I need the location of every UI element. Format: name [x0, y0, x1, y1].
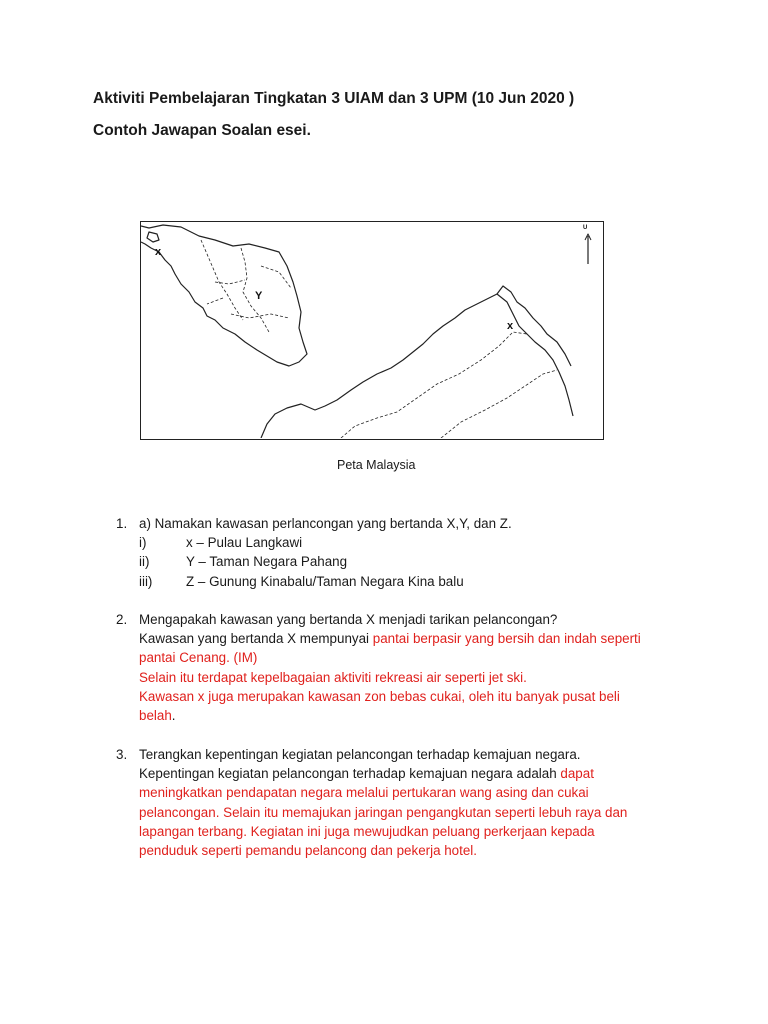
borneo-outline [261, 294, 573, 438]
list-item-numeral: iii) [139, 573, 153, 589]
list-item [139, 552, 679, 571]
list-item [139, 533, 679, 552]
map-label-x-borneo: x [507, 320, 514, 332]
answer-text: Kawasan yang bertanda X mempunyai [139, 631, 373, 647]
answer-highlight: pantai berpasir yang bersih dan indah seperti [372, 631, 641, 647]
malaysia-map-drawing [141, 222, 602, 438]
map-label-x-peninsula: x [155, 246, 162, 258]
borneo-state-border [341, 332, 527, 438]
question-prompt: Mengapakah kawasan yang bertanda X menjadi tarikan pelancongan? [139, 612, 558, 627]
answer-text: . [171, 707, 176, 723]
answer-line: lapangan terbang. Kegiatan ini juga mewujudkan peluang perkerjaan kepada [139, 823, 595, 839]
answer-text: Kepentingan kegiatan pelancongan terhadap kemajuan negara adalah [139, 766, 561, 782]
list-item [139, 572, 679, 591]
document-subtitle: Contoh Jawapan Soalan esei. [93, 122, 311, 139]
map-label-y-peninsula: Y [255, 290, 263, 302]
list-item-text: Z – Gunung Kinabalu/Taman Negara Kina balu [186, 573, 464, 589]
kalimantan-border [441, 370, 557, 438]
answer-line: Kawasan x juga merupakan kawasan zon bebas cukai, oleh itu banyak pusat beli [139, 688, 620, 704]
map-caption: Peta Malaysia [337, 458, 416, 472]
answer-highlight: belah [139, 707, 172, 723]
map-label-north: U [583, 225, 588, 231]
question-number: 3. [116, 747, 128, 762]
question-number: 2. [116, 612, 128, 627]
list-item-numeral: ii) [139, 554, 150, 570]
answer-highlight: dapat [560, 766, 594, 782]
answer-line: pantai Cenang. (IM) [139, 650, 258, 666]
answer-line [139, 706, 679, 725]
answer-line [139, 764, 679, 783]
peninsular-malaysia-outline [141, 225, 307, 366]
malaysia-map [140, 221, 604, 440]
question-prompt: Terangkan kepentingan kegiatan pelancongan terhadap kemajuan negara. [139, 747, 581, 762]
list-item-text: x – Pulau Langkawi [186, 535, 303, 551]
answer-line [139, 629, 679, 648]
question-number: 1. [116, 516, 128, 531]
list-item-text: Y – Taman Negara Pahang [186, 554, 348, 570]
list-item-numeral: i) [139, 535, 147, 551]
question-prompt: a) Namakan kawasan perlancongan yang bertanda X,Y, dan Z. [139, 516, 512, 531]
answer-line: Selain itu terdapat kepelbagaian aktiviti rekreasi air seperti jet ski. [139, 669, 527, 685]
langkawi-island [147, 232, 159, 242]
answer-line: penduduk seperti pemandu pelancong dan pekerja hotel. [139, 842, 477, 858]
document-title: Aktiviti Pembelajaran Tingkatan 3 UIAM dan 3 UPM (10 Jun 2020 ) [93, 90, 575, 107]
answer-line: meningkatkan pendapatan negara melalui pertukaran wang asing dan cukai [139, 785, 589, 801]
peninsula-state-borders [201, 240, 291, 332]
answer-line: pelancongan. Selain itu memajukan jaringan pengangkutan seperti lebuh raya dan [139, 804, 628, 820]
